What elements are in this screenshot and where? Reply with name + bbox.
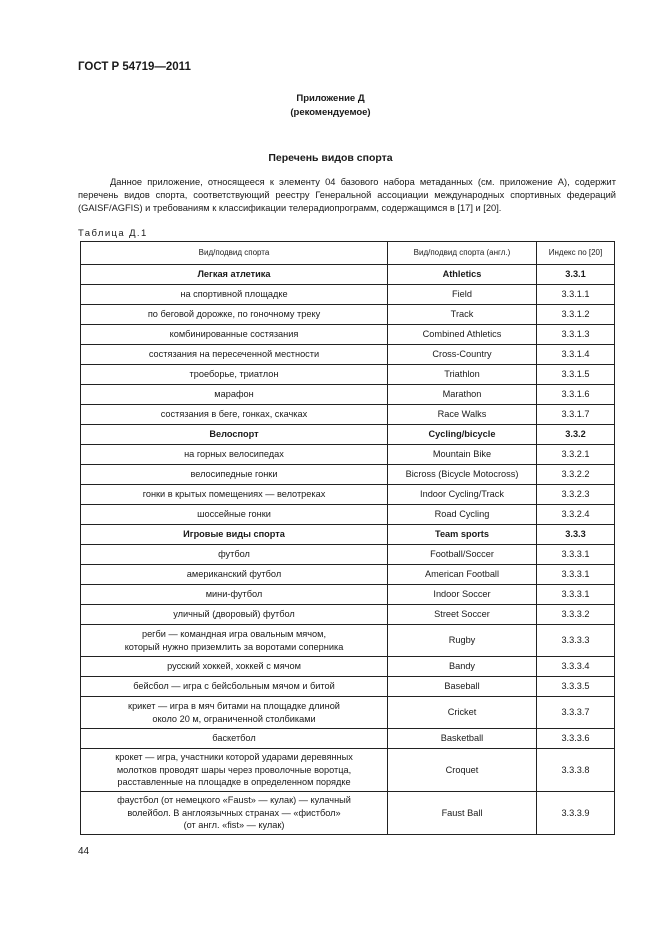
sport-index: 3.3.3.8 — [537, 749, 615, 792]
sport-name-ru: Велоспорт — [81, 425, 388, 445]
sport-name-en: Field — [388, 285, 537, 305]
appendix-title: Приложение Д — [296, 93, 365, 104]
table-row — [81, 345, 615, 365]
sport-index: 3.3.1.5 — [537, 365, 615, 385]
sport-index: 3.3.2.4 — [537, 505, 615, 525]
sport-index: 3.3.3.3 — [537, 625, 615, 657]
sport-name-en: Marathon — [388, 385, 537, 405]
sport-name-ru: на горных велосипедах — [81, 445, 388, 465]
column-header-ru: Вид/подвид спорта — [81, 242, 388, 265]
sport-index: 3.3.3.6 — [537, 729, 615, 749]
sport-name-en: Road Cycling — [388, 505, 537, 525]
sport-name-en: Croquet — [388, 749, 537, 792]
sport-name-ru: Легкая атлетика — [81, 265, 388, 285]
column-header-index: Индекс по [20] — [537, 242, 615, 265]
table-row — [81, 545, 615, 565]
sport-name-ru: состязания в беге, гонках, скачках — [81, 405, 388, 425]
sport-name-ru: уличный (дворовый) футбол — [81, 605, 388, 625]
document-id: ГОСТ Р 54719—2011 — [78, 61, 191, 73]
table-row — [81, 625, 615, 657]
sport-index: 3.3.2.3 — [537, 485, 615, 505]
appendix-subtitle: (рекомендуемое) — [290, 107, 371, 118]
table-row — [81, 749, 615, 792]
sport-index: 3.3.3.4 — [537, 657, 615, 677]
sport-name-en: Football/Soccer — [388, 545, 537, 565]
table-row — [81, 325, 615, 345]
table-row — [81, 729, 615, 749]
sport-index: 3.3.3.5 — [537, 677, 615, 697]
table-row — [81, 792, 615, 835]
table-row — [81, 657, 615, 677]
table-row — [81, 285, 615, 305]
sport-index: 3.3.1.2 — [537, 305, 615, 325]
sport-name-ru: фаустбол (от немецкого «Faust» — кулак) — кулачный волейбол. В англоязычных странах — «фистбол» (от англ. «fist» — кулак) — [81, 792, 388, 835]
table-row — [81, 605, 615, 625]
sport-name-en: Indoor Cycling/Track — [388, 485, 537, 505]
sport-index: 3.3.1 — [537, 265, 615, 285]
sport-name-ru: на спортивной площадке — [81, 285, 388, 305]
sport-index: 3.3.1.7 — [537, 405, 615, 425]
list-title: Перечень видов спорта — [268, 152, 393, 164]
sport-name-en: Combined Athletics — [388, 325, 537, 345]
sports-table — [80, 241, 615, 835]
sport-name-ru: комбинированные состязания — [81, 325, 388, 345]
sport-name-ru: баскетбол — [81, 729, 388, 749]
sport-index: 3.3.3.2 — [537, 605, 615, 625]
sport-index: 3.3.3.1 — [537, 545, 615, 565]
sport-index: 3.3.2.2 — [537, 465, 615, 485]
table-row — [81, 385, 615, 405]
sport-name-en: Basketball — [388, 729, 537, 749]
sport-name-ru: шоссейные гонки — [81, 505, 388, 525]
sport-index: 3.3.3.7 — [537, 697, 615, 729]
appendix-heading — [0, 92, 661, 120]
intro-paragraph: Данное приложение, относящееся к элементу 04 базового набора метаданных (см. приложение А), содержит перечень видов спорта, соответствующий реестру Генеральной ассоциации международных спортивных федераций (GAISF/AGFIS) и требованиям к классификации телерадиопрограмм, содержащимся в [17] и [20]. — [78, 177, 616, 214]
sport-name-en: Track — [388, 305, 537, 325]
sport-index: 3.3.1.6 — [537, 385, 615, 405]
sport-name-ru: по беговой дорожке, по гоночному треку — [81, 305, 388, 325]
sport-index: 3.3.1.3 — [537, 325, 615, 345]
sport-name-ru: футбол — [81, 545, 388, 565]
sport-name-ru: мини-футбол — [81, 585, 388, 605]
sport-name-ru: бейсбол — игра с бейсбольным мячом и битой — [81, 677, 388, 697]
sport-index: 3.3.3.1 — [537, 585, 615, 605]
table-row — [81, 465, 615, 485]
sport-name-en: Indoor Soccer — [388, 585, 537, 605]
table-category-row — [81, 525, 615, 545]
sport-name-ru: велосипедные гонки — [81, 465, 388, 485]
sport-name-en: American Football — [388, 565, 537, 585]
sport-index: 3.3.2 — [537, 425, 615, 445]
sport-index: 3.3.3.1 — [537, 565, 615, 585]
sport-index: 3.3.3.9 — [537, 792, 615, 835]
sport-name-ru: крикет — игра в мяч битами на площадке длиной около 20 м, ограниченной столбиками — [81, 697, 388, 729]
sport-name-ru: Игровые виды спорта — [81, 525, 388, 545]
sport-name-en: Faust Ball — [388, 792, 537, 835]
sport-name-ru: троеборье, триатлон — [81, 365, 388, 385]
table-body — [81, 265, 615, 835]
table-category-row — [81, 265, 615, 285]
table-row — [81, 445, 615, 465]
table-row — [81, 365, 615, 385]
sport-index: 3.3.3 — [537, 525, 615, 545]
sport-name-en: Bicross (Bicycle Motocross) — [388, 465, 537, 485]
sport-index: 3.3.1.4 — [537, 345, 615, 365]
sport-name-ru: гонки в крытых помещениях — велотреках — [81, 485, 388, 505]
table-row — [81, 677, 615, 697]
sport-index: 3.3.2.1 — [537, 445, 615, 465]
sport-name-en: Street Soccer — [388, 605, 537, 625]
sport-name-ru: русский хоккей, хоккей с мячом — [81, 657, 388, 677]
table-row — [81, 565, 615, 585]
table-row — [81, 305, 615, 325]
table-row — [81, 485, 615, 505]
table-row — [81, 585, 615, 605]
sport-name-ru: американский футбол — [81, 565, 388, 585]
page-number: 44 — [78, 846, 90, 857]
sport-name-en: Triathlon — [388, 365, 537, 385]
sport-name-en: Baseball — [388, 677, 537, 697]
table-row — [81, 505, 615, 525]
sport-name-ru: марафон — [81, 385, 388, 405]
sport-name-ru: состязания на пересеченной местности — [81, 345, 388, 365]
sport-name-en: Athletics — [388, 265, 537, 285]
sport-name-en: Rugby — [388, 625, 537, 657]
table-row — [81, 697, 615, 729]
table-row — [81, 405, 615, 425]
column-header-en: Вид/подвид спорта (англ.) — [388, 242, 537, 265]
sport-name-en: Cross-Country — [388, 345, 537, 365]
sport-name-en: Mountain Bike — [388, 445, 537, 465]
sport-name-en: Race Walks — [388, 405, 537, 425]
table-header-row — [81, 242, 615, 265]
sport-name-en: Cycling/bicycle — [388, 425, 537, 445]
sport-name-ru: регби — командная игра овальным мячом, который нужно приземлить за воротами соперника — [81, 625, 388, 657]
sport-name-ru: крокет — игра, участники которой ударами деревянных молотков проводят шары через проволочные воротца, расставленные на площадке в определенном порядке — [81, 749, 388, 792]
sport-name-en: Bandy — [388, 657, 537, 677]
sport-name-en: Team sports — [388, 525, 537, 545]
sport-name-en: Cricket — [388, 697, 537, 729]
sport-index: 3.3.1.1 — [537, 285, 615, 305]
table-label: Таблица Д.1 — [78, 228, 148, 239]
table-category-row — [81, 425, 615, 445]
